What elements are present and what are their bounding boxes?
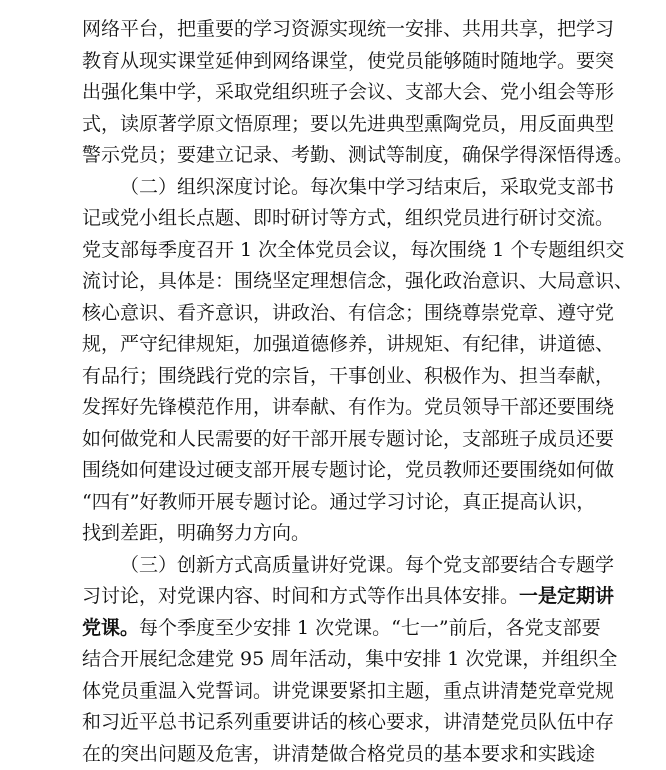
- text-line: 体党员重温入党誓词。讲党课要紧扣主题，重点讲清楚党章党规: [82, 676, 592, 708]
- text-line: 记或党小组长点题、即时研讨等方式，组织党员进行研讨交流。: [82, 203, 592, 235]
- text-line: [82, 581, 592, 613]
- text-line: 党支部每季度召开 1 次全体党员会议，每次围绕 1 个专题组织交: [82, 235, 592, 267]
- text-line: 围绕如何建设过硬支部开展专题讨论，党员教师还要围绕如何做: [82, 455, 592, 487]
- text-line: 在的突出问题及危害，讲清楚做合格党员的基本要求和实践途: [82, 739, 592, 770]
- text-line: 如何做党和人民需要的好干部开展专题讨论，支部班子成员还要: [82, 424, 592, 456]
- section-heading-line: （三）创新方式高质量讲好党课。每个党支部要结合专题学: [82, 550, 592, 582]
- text-line: 规，严守纪律规矩，加强道德修养，讲规矩、有纪律，讲道德、: [82, 329, 592, 361]
- text-line: 结合开展纪念建党 95 周年活动，集中安排 1 次党课，并组织全: [82, 644, 592, 676]
- text-run: 习讨论，对党课内容、时间和方式等作出具体安排。: [82, 585, 519, 607]
- bold-text-run: 一是定期讲: [519, 585, 614, 607]
- section-heading-line: （二）组织深度讨论。每次集中学习结束后，采取党支部书: [82, 172, 592, 204]
- document-page: [82, 14, 592, 770]
- text-line: 找到差距，明确努力方向。: [82, 518, 592, 550]
- text-line: 出强化集中学，采取党组织班子会议、支部大会、党小组会等形: [82, 77, 592, 109]
- text-line: 核心意识、看齐意识，讲政治、有信念；围绕尊崇党章、遵守党: [82, 298, 592, 330]
- text-line: 警示党员；要建立记录、考勤、测试等制度，确保学得深悟得透。: [82, 140, 592, 172]
- text-line: 发挥好先锋模范作用，讲奉献、有作为。党员领导干部还要围绕: [82, 392, 592, 424]
- text-line: “四有”好教师开展专题讨论。通过学习讨论，真正提高认识，: [82, 487, 592, 519]
- text-line: 网络平台，把重要的学习资源实现统一安排、共用共享，把学习: [82, 14, 592, 46]
- text-run: 每个季度至少安排 1 次党课。“七一”前后，各党支部要: [139, 617, 601, 639]
- text-line: [82, 613, 592, 645]
- bold-text-run: 党课。: [82, 617, 139, 639]
- text-line: 教育从现实课堂延伸到网络课堂，使党员能够随时随地学。要突: [82, 46, 592, 78]
- text-line: 式，读原著学原文悟原理；要以先进典型熏陶党员，用反面典型: [82, 109, 592, 141]
- text-line: 和习近平总书记系列重要讲话的核心要求，讲清楚党员队伍中存: [82, 707, 592, 739]
- text-line: 流讨论，具体是：围绕坚定理想信念，强化政治意识、大局意识、: [82, 266, 592, 298]
- text-line: 有品行；围绕践行党的宗旨，干事创业、积极作为、担当奉献，: [82, 361, 592, 393]
